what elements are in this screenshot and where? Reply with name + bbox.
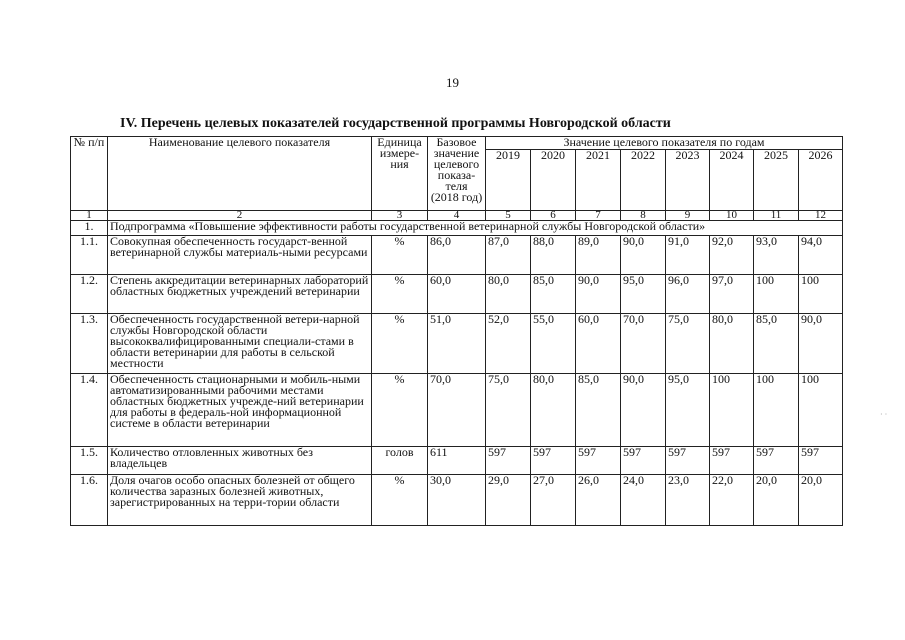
row-number: 1.3. — [71, 314, 108, 374]
year-value: 597 — [666, 447, 710, 475]
column-number: 12 — [799, 211, 843, 221]
header-num: № п/п — [71, 137, 108, 211]
indicator-rows — [71, 236, 843, 526]
unit-cell: голов — [372, 447, 428, 475]
year-value: 85,0 — [576, 374, 621, 447]
year-value: 95,0 — [666, 374, 710, 447]
column-number: 10 — [710, 211, 754, 221]
year-cell: 2025 — [754, 150, 799, 211]
header-unit: Единица измере-ния — [372, 137, 428, 211]
year-value: 80,0 — [486, 275, 531, 314]
indicators-table — [70, 136, 843, 526]
year-value: 597 — [754, 447, 799, 475]
table-row — [71, 447, 843, 475]
header-years-group: Значение целевого показателя по годам — [486, 137, 843, 150]
year-value: 60,0 — [576, 314, 621, 374]
row-number: 1.5. — [71, 447, 108, 475]
table-row — [71, 314, 843, 374]
year-value: 80,0 — [531, 374, 576, 447]
subprogram-num: 1. — [71, 221, 108, 236]
base-value: 70,0 — [428, 374, 486, 447]
year-value: 94,0 — [799, 236, 843, 275]
year-value: 92,0 — [710, 236, 754, 275]
indicator-name: Степень аккредитации ветеринарных лабораторий областных бюджетных учреждений ветеринарии — [108, 275, 372, 314]
year-value: 97,0 — [710, 275, 754, 314]
year-value: 29,0 — [486, 475, 531, 526]
year-value: 85,0 — [754, 314, 799, 374]
base-value: 30,0 — [428, 475, 486, 526]
row-number: 1.4. — [71, 374, 108, 447]
base-value: 611 — [428, 447, 486, 475]
year-value: 597 — [799, 447, 843, 475]
column-number: 8 — [621, 211, 666, 221]
year-value: 597 — [621, 447, 666, 475]
year-value: 26,0 — [576, 475, 621, 526]
year-value: 87,0 — [486, 236, 531, 275]
base-value: 86,0 — [428, 236, 486, 275]
year-value: 90,0 — [621, 236, 666, 275]
year-value: 597 — [710, 447, 754, 475]
column-number: 3 — [372, 211, 428, 221]
unit-cell: % — [372, 475, 428, 526]
document-title: IV. Перечень целевых показателей государственной программы Новгородской области — [120, 116, 671, 131]
subprogram-title: Подпрограмма «Повышение эффективности работы государственной ветеринарной службы Новгородской области» — [108, 221, 843, 236]
indicator-name: Обеспеченность государственной ветери-нарной службы Новгородской области высококвалифицированными специали-стами в области ветеринарии для работы в сельской местности — [108, 314, 372, 374]
year-value: 96,0 — [666, 275, 710, 314]
column-number: 4 — [428, 211, 486, 221]
table-row — [71, 475, 843, 526]
column-number: 1 — [71, 211, 108, 221]
table-row — [71, 275, 843, 314]
year-value: 27,0 — [531, 475, 576, 526]
unit-cell: % — [372, 314, 428, 374]
year-value: 90,0 — [621, 374, 666, 447]
year-cell: 2026 — [799, 150, 843, 211]
unit-cell: % — [372, 275, 428, 314]
year-value: 23,0 — [666, 475, 710, 526]
year-value: 88,0 — [531, 236, 576, 275]
subprogram-row — [71, 221, 843, 236]
header-name: Наименование целевого показателя — [108, 137, 372, 211]
year-value: 85,0 — [531, 275, 576, 314]
base-value: 60,0 — [428, 275, 486, 314]
year-value: 22,0 — [710, 475, 754, 526]
year-value: 100 — [754, 374, 799, 447]
year-value: 597 — [531, 447, 576, 475]
base-value: 51,0 — [428, 314, 486, 374]
year-value: 91,0 — [666, 236, 710, 275]
column-number: 2 — [108, 211, 372, 221]
column-number: 11 — [754, 211, 799, 221]
indicator-name: Доля очагов особо опасных болезней от общего количества заразных болезней животных, зарегистрированных на терри-тории области — [108, 475, 372, 526]
year-cell: 2023 — [666, 150, 710, 211]
year-value: 70,0 — [621, 314, 666, 374]
unit-cell: % — [372, 374, 428, 447]
year-cell: 2022 — [621, 150, 666, 211]
header-row — [71, 137, 843, 150]
row-number: 1.2. — [71, 275, 108, 314]
column-number: 7 — [576, 211, 621, 221]
year-cell: 2021 — [576, 150, 621, 211]
table-row — [71, 374, 843, 447]
year-value: 90,0 — [576, 275, 621, 314]
year-value: 100 — [799, 374, 843, 447]
column-numbers-row — [71, 211, 843, 221]
header-base: Базовое значение целевого показа-теля (2018 год) — [428, 137, 486, 211]
unit-cell: % — [372, 236, 428, 275]
margin-mark: · · — [880, 410, 888, 419]
year-value: 95,0 — [621, 275, 666, 314]
year-value: 55,0 — [531, 314, 576, 374]
year-value: 100 — [754, 275, 799, 314]
year-value: 24,0 — [621, 475, 666, 526]
year-value: 100 — [710, 374, 754, 447]
year-value: 93,0 — [754, 236, 799, 275]
year-value: 52,0 — [486, 314, 531, 374]
year-value: 89,0 — [576, 236, 621, 275]
row-number: 1.1. — [71, 236, 108, 275]
table-row — [71, 236, 843, 275]
row-number: 1.6. — [71, 475, 108, 526]
column-number: 5 — [486, 211, 531, 221]
year-value: 597 — [486, 447, 531, 475]
year-value: 80,0 — [710, 314, 754, 374]
column-number: 9 — [666, 211, 710, 221]
page-number: 19 — [446, 75, 459, 90]
indicator-name: Совокупная обеспеченность государст-венной ветеринарной службы материаль-ными ресурсами — [108, 236, 372, 275]
year-value: 597 — [576, 447, 621, 475]
year-cell: 2024 — [710, 150, 754, 211]
year-cell: 2019 — [486, 150, 531, 211]
indicator-name: Обеспеченность стационарными и мобиль-ными автоматизированными рабочими местами областных бюджетных учрежде-ний ветеринарии для работы в федераль-ной информационной системе в области ветеринарии — [108, 374, 372, 447]
year-value: 75,0 — [666, 314, 710, 374]
indicator-name: Количество отловленных животных без владельцев — [108, 447, 372, 475]
year-cell: 2020 — [531, 150, 576, 211]
year-value: 20,0 — [799, 475, 843, 526]
year-value: 100 — [799, 275, 843, 314]
year-value: 20,0 — [754, 475, 799, 526]
year-value: 90,0 — [799, 314, 843, 374]
year-value: 75,0 — [486, 374, 531, 447]
column-number: 6 — [531, 211, 576, 221]
